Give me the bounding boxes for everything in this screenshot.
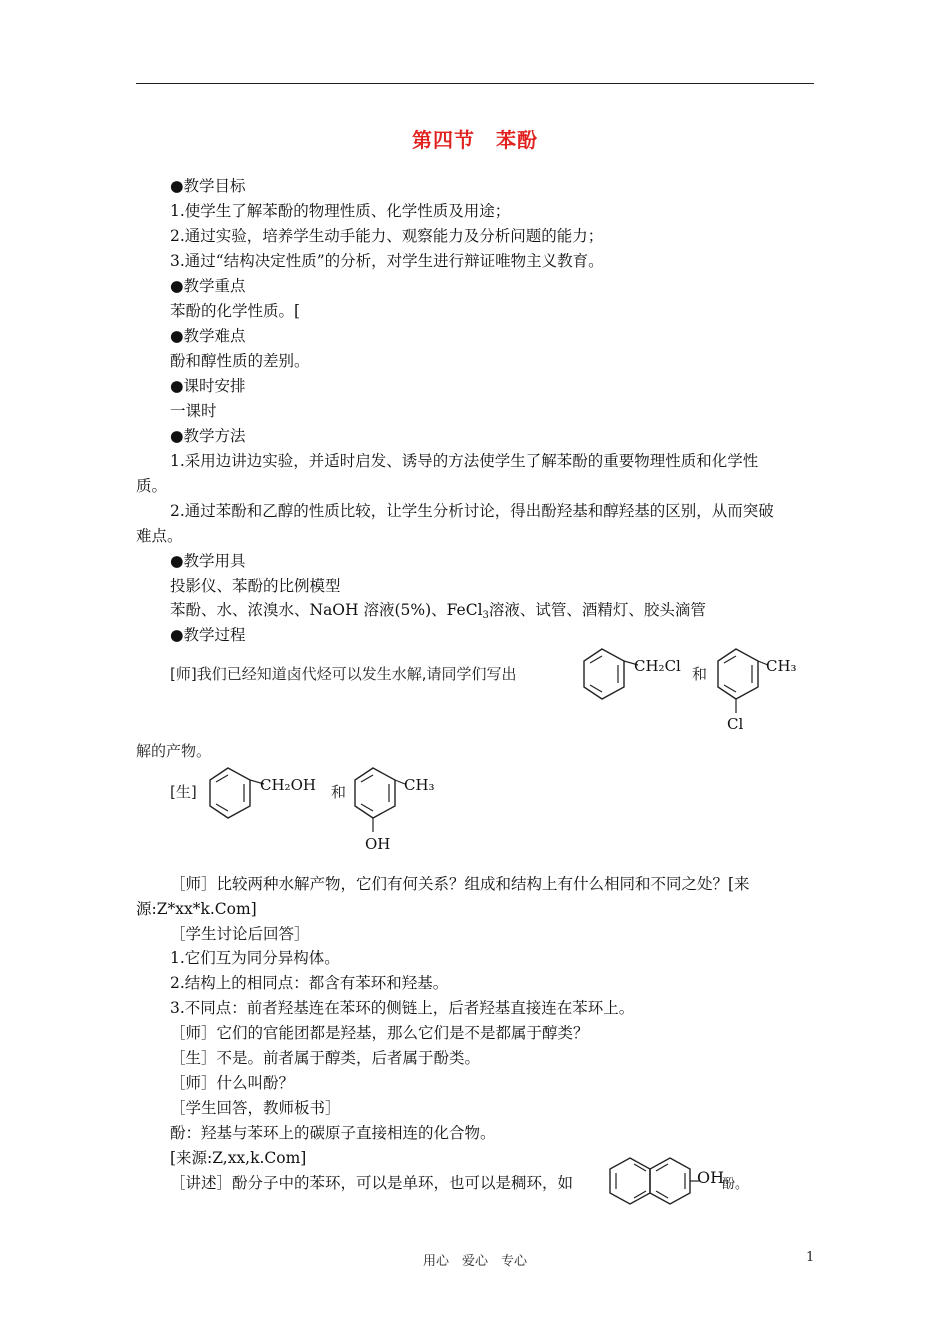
and-label-1: 和	[692, 665, 708, 683]
discussion-note: ［学生讨论后回答］	[170, 925, 310, 943]
board-note: ［学生回答，教师板书］	[170, 1099, 341, 1117]
difficulty-text: 酚和醇性质的差别。	[170, 352, 310, 370]
teacher-question-2: ［师］它们的官能团都是羟基，那么它们是不是都属于醇类？	[170, 1024, 589, 1042]
phenol-definition: 酚：羟基与苯环上的碳原子直接相连的化合物。	[170, 1124, 496, 1142]
chlorotoluene-cl: Cl	[727, 715, 744, 733]
tools-2	[170, 600, 706, 626]
cresol-oh: OH	[365, 835, 391, 853]
tools-header: ●教学用具	[170, 552, 246, 570]
benzyl-chloride-group: CH₂Cl	[634, 657, 681, 675]
method-1-line1: 1.采用边讲边实验，并适时启发、诱导的方法使学生了解苯酚的重要物理性质和化学性	[170, 452, 759, 470]
answer-1: 1.它们互为同分异构体。	[170, 949, 340, 967]
difficulty-header: ●教学难点	[170, 327, 246, 345]
tools-1: 投影仪、苯酚的比例模型	[170, 577, 341, 595]
method-2-line1: 2.通过苯酚和乙醇的性质比较，让学生分析讨论，得出酚羟基和醇羟基的区别，从而突破	[170, 502, 774, 520]
teacher-question-3: ［师］什么叫酚？	[170, 1074, 295, 1092]
answer-3: 3.不同点：前者羟基连在苯环的侧链上，后者羟基直接连在苯环上。	[170, 999, 635, 1017]
method-2-line2: 难点。	[136, 527, 183, 545]
benzyl-alcohol-group: CH₂OH	[260, 776, 316, 794]
student-answer-4: ［生］不是。前者属于醇类，后者属于酚类。	[170, 1049, 481, 1067]
naphthol-tail: 酚。	[722, 1177, 749, 1192]
benzyl-alcohol-ring	[206, 762, 266, 826]
tools-2-subscript: 3	[482, 610, 489, 621]
objective-2: 2.通过实验，培养学生动手能力、观察能力及分析问题的能力；	[170, 227, 604, 245]
lecture-line: ［讲述］酚分子中的苯环，可以是单环，也可以是稠环，如	[170, 1174, 574, 1192]
objective-3: 3.通过“结构决定性质”的分析，对学生进行辩证唯物主义教育。	[170, 252, 604, 270]
student-tag: [生]	[170, 783, 197, 801]
page-number: 1	[806, 1250, 815, 1265]
answer-2: 2.结构上的相同点：都含有苯环和羟基。	[170, 974, 449, 992]
key-text: 苯酚的化学性质。[	[170, 302, 301, 320]
teacher-question-1-line2: 源:Z*xx*k.Com]	[136, 900, 257, 918]
schedule-header: ●课时安排	[170, 377, 246, 395]
header-rule	[136, 83, 814, 84]
teacher-prompt-line: [师]我们已经知道卤代烃可以发生水解,请同学们写出	[170, 665, 517, 683]
objectives-header: ●教学目标	[170, 177, 246, 195]
footer-motto: 用心 爱心 专心	[422, 1254, 527, 1269]
tools-2-part2: 溶液、试管、酒精灯、胶头滴管	[488, 601, 706, 619]
method-header: ●教学方法	[170, 427, 246, 445]
naphthol-structure	[606, 1154, 702, 1214]
method-1-line2: 质。	[136, 477, 168, 495]
cresol-ring	[349, 762, 409, 834]
teacher-question-1-line1: ［师］比较两种水解产物，它们有何关系？组成和结构上有什么相同和不同之处？[来	[170, 875, 750, 893]
naphthol-oh: OH	[697, 1168, 725, 1187]
objective-1: 1.使学生了解苯酚的物理性质、化学性质及用途；	[170, 202, 511, 220]
tools-2-part1: 苯酚、水、浓溴水、NaOH 溶液(5%)、FeCl	[170, 601, 483, 619]
chlorotoluene-ring	[712, 643, 772, 715]
process-header: ●教学过程	[170, 626, 246, 644]
benzyl-chloride-ring	[580, 643, 640, 707]
schedule-text: 一课时	[170, 402, 217, 420]
chlorotoluene-methyl: CH₃	[766, 657, 797, 675]
and-label-2: 和	[331, 783, 347, 801]
key-header: ●教学重点	[170, 277, 246, 295]
source-note: [来源:Z,xx,k.Com]	[170, 1149, 307, 1167]
cresol-methyl: CH₃	[404, 776, 435, 794]
page-title: 第四节 苯酚	[412, 128, 538, 152]
hydrolysis-end-line: 解的产物。	[136, 742, 212, 760]
